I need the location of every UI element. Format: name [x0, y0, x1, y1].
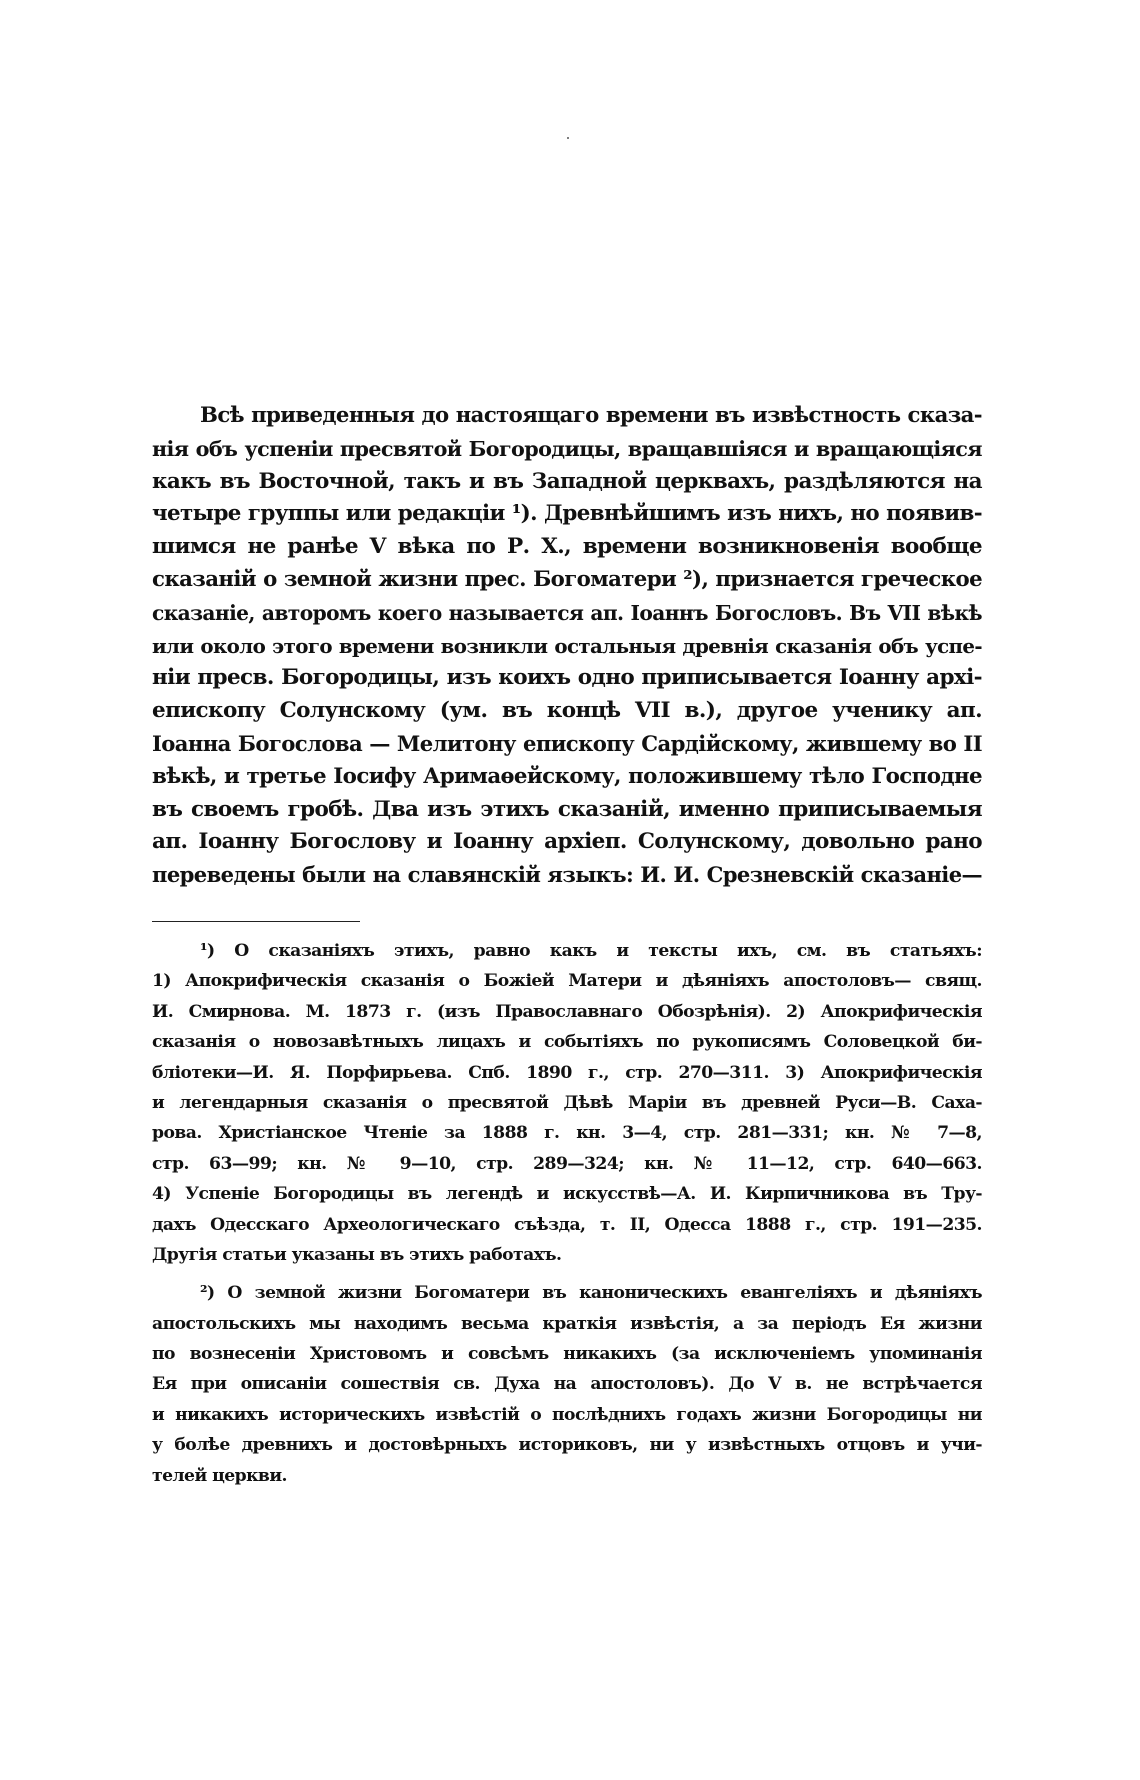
footnote-2	[152, 1278, 982, 1491]
main-text-line: епископу Солунскому (ум. въ концѣ VII в.), другое ученику ап.	[152, 698, 982, 724]
footnote-line: Другія статьи указаны въ этихъ работахъ.	[152, 1244, 562, 1265]
main-text-line: нія объ успеніи пресвятой Богородицы, вращавшіяся и вращающіяся	[152, 436, 982, 461]
main-text-line: переведены были на славянскій языкъ: И. И. Срезневскій сказаніе—	[152, 862, 982, 888]
footnote-line: рова. Христіанское Чтеніе за 1888 г. кн. 3—4, стр. 281—331; кн. № 7—8,	[152, 1123, 982, 1144]
main-text-line: какъ въ Восточной, такъ и въ Западной церквахъ, раздѣляются на	[152, 468, 982, 494]
footnote-line: дахъ Одесскаго Археологическаго съѣзда, т. II, Одесса 1888 г., стр. 191—235.	[152, 1214, 982, 1235]
footnote-line: 4) Успеніе Богородицы въ легендѣ и искусствѣ—А. И. Кирпичникова въ Тру-	[152, 1184, 982, 1205]
main-text-line: ап. Іоанну Богослову и Іоанну архіеп. Солунскому, довольно рано	[152, 829, 982, 855]
main-text-line: ніи пресв. Богородицы, изъ коихъ одно приписывается Іоанну архі-	[152, 665, 982, 691]
footnote-line: апостольскихъ мы находимъ весьма краткія извѣстія, а за періодъ Ея жизни	[152, 1313, 982, 1334]
main-text-line: или около этого времени возникли остальныя древнія сказанія объ успе-	[152, 633, 982, 658]
main-text-line: Іоанна Богослова — Мелитону епископу Сардійскому, жившему во II	[152, 730, 982, 756]
footnote-line: сказанія о новозавѣтныхъ лицахъ и событіяхъ по рукописямъ Соловецкой би-	[152, 1032, 982, 1053]
footnote-line: и легендарныя сказанія о пресвятой Дѣвѣ Маріи въ древней Руси—В. Саха-	[152, 1092, 982, 1113]
main-text-line: сказаній о земной жизни прес. Богоматери ²), признается греческое	[152, 566, 982, 592]
footnote-line: Ея при описаніи сошествія св. Духа на апостоловъ). До V в. не встрѣчается	[152, 1374, 982, 1395]
footnotes-block	[152, 936, 982, 1491]
footnote-line: по вознесеніи Христовомъ и совсѣмъ никакихъ (за исключеніемъ упоминанія	[152, 1344, 982, 1365]
footnote-1	[152, 936, 982, 1270]
footnote-line: у болѣе древнихъ и достовѣрныхъ историковъ, ни у извѣстныхъ отцовъ и учи-	[152, 1435, 982, 1456]
footnote-line: телей церкви.	[152, 1465, 287, 1486]
footnote-line: ¹) О сказаніяхъ этихъ, равно какъ и тексты ихъ, см. въ статьяхъ:	[200, 941, 982, 961]
main-text-line: Всѣ приведенныя до настоящаго времени въ извѣстность сказа-	[200, 403, 982, 428]
footnote-separator	[152, 921, 360, 922]
footnote-line: стр. 63—99; кн. № 9—10, стр. 289—324; кн. № 11—12, стр. 640—663.	[152, 1153, 982, 1174]
footnote-line: 1) Апокрифическія сказанія о Божіей Матери и дѣяніяхъ апостоловъ— свящ.	[152, 971, 982, 992]
main-text-line: вѣкѣ, и третье Іосифу Аримаѳейскому, положившему тѣло Господне	[152, 763, 982, 789]
footnote-line: И. Смирнова. М. 1873 г. (изъ Православнаго Обозрѣнія). 2) Апокрифическія	[152, 1001, 982, 1022]
main-text-line: сказаніе, авторомъ коего называется ап. Іоаннъ Богословъ. Въ VII вѣкѣ	[152, 600, 982, 625]
footnote-line: и никакихъ историческихъ извѣстій о послѣднихъ годахъ жизни Богородицы ни	[152, 1404, 982, 1425]
main-text-line: четыре группы или редакціи ¹). Древнѣйшимъ изъ нихъ, но появив-	[152, 501, 982, 527]
main-text-block	[152, 400, 982, 892]
main-text-line: въ своемъ гробѣ. Два изъ этихъ сказаній, именно приписываемыя	[152, 796, 982, 822]
main-text-line: шимся не ранѣе V вѣка по Р. Х., времени возникновенія вообще	[152, 534, 982, 560]
footnote-line: ²) О земной жизни Богоматери въ каноническихъ евангеліяхъ и дѣяніяхъ	[200, 1283, 982, 1304]
footnote-line: бліотеки—И. Я. Порфирьева. Спб. 1890 г., стр. 270—311. 3) Апокрифическія	[152, 1062, 982, 1083]
speck-mark	[567, 137, 569, 139]
